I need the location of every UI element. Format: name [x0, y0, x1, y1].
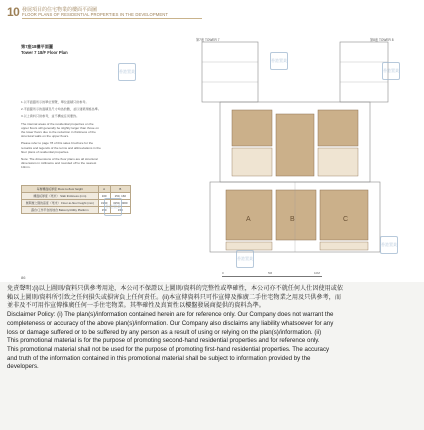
header-divider — [22, 18, 202, 19]
note-item: The internal areas of the residential properties on the upper floors will generally be slightly larger than those on the lower floors due to the reduction in thickness of the structural walls on the upper floors. — [21, 121, 99, 139]
scale-start: 0 — [222, 271, 224, 275]
table-header-row — [22, 186, 131, 193]
table-cell: 160 — [98, 193, 110, 200]
disclaimer-line: This promotional material shall not be used for the purpose of promoting first-hand residential properties. The accuracy — [7, 345, 330, 353]
table-cell: 3150, 3300 — [110, 200, 130, 207]
disclaimer-line: 免責聲明:(i)以上圖則/資料只供參考用途，本公司不保證以上圖則/資料的完整性或準確性，本公司亦不就任何人仕因使用或依 — [7, 285, 344, 292]
scale-bar — [222, 271, 322, 281]
note-item: 3.以上資料只供參考，並不構成任何要約。 — [21, 114, 80, 119]
disclaimer-line: and truth of the information contained in this promotional material shall be subject to information provided by the — [7, 354, 311, 362]
disclaimer-line: 並非及不可用作宣傳推廣任何一手住宅物業。其準確性及真實性以樓盤發展商提供的資料為準。 — [7, 302, 265, 310]
watermark-logo: 香港置業 — [236, 250, 254, 268]
table-header-cell: B — [110, 186, 130, 193]
watermark-logo: 香港置業 — [382, 62, 400, 80]
flat-a-label: A — [246, 216, 251, 223]
table-row-label: 露台/工作平台的地台 Balcony/Utility Platform — [22, 207, 99, 214]
note-item: Note: The dimensions of the floor plans are all structural dimensions in millimetre and rounded off to the nearest 10mm. — [21, 157, 98, 170]
scale-end: 10M — [314, 271, 320, 275]
table-header-cell: 每層樓面板厚度 Floor-to-floor height — [22, 186, 99, 193]
tower-floor-title-cn: 第7座18樓平面圖 — [21, 44, 54, 49]
watermark-logo: 香港置業 — [118, 63, 136, 81]
note-item: 1.以平面圖所示的單位預覽，單位面積只供參考。 — [21, 100, 89, 104]
disclaimer-line: loss or damage suffered or to be suffered by any person as a result of using or relying on the plan(s)/information. (ii) — [7, 328, 322, 336]
plan-notes — [21, 100, 101, 173]
table-cell: 3150 — [98, 200, 110, 207]
disclaimer-line: 賴以上圖則/資料所引致之任何損失或損害負上任何責任。(ii)本宣傳資料只可作宣傳及推廣二手住宅物業之用及只供參考，而 — [7, 293, 341, 301]
disclaimer-text — [7, 285, 419, 372]
watermark-logo: 香港置業 — [104, 198, 122, 216]
tower-floor-title-en: Tower 7 18/F Floor Plan — [21, 49, 68, 55]
section-title-cn: 發展項目的住宅物業的樓面平面圖 — [22, 7, 98, 13]
table-cell: 150 — [110, 207, 130, 214]
tower-floor-title — [21, 44, 68, 55]
disclaimer-line: Disclaimer Policy: (i) The plan(s)/information contained herein are for reference only. Our Company does not warrant the — [7, 311, 334, 319]
disclaimer-line: completeness or accuracy of the above plan(s)/information. Our Company also disclaims any liability whatsoever for any — [7, 319, 334, 327]
watermark-logo: 香港置業 — [270, 52, 288, 70]
scale-mid: 5M — [268, 271, 273, 275]
disclaimer-line: developers. — [7, 363, 39, 371]
disclaimer-line: This promotional material is for the purpose of promoting second-hand residential properties and for reference only. — [7, 337, 320, 345]
note-item: 2.平面圖所示的面積及尺寸均為約數，並以建築規格為準。 — [21, 107, 101, 112]
note-item: Please refer to page 78 of this sales brochure for the remarks and legends of the terms and abbreviations in the floor plans of residential properties. — [21, 141, 101, 154]
table-row-label: 層與層之間的高度（毫米） Floor-to-floor height (mm) — [22, 200, 99, 207]
table-cell: 150 — [98, 207, 110, 214]
table-header-cell: A — [98, 186, 110, 193]
flat-c-label: C — [343, 216, 349, 223]
flat-b-label: B — [290, 216, 295, 223]
table-row-label: 樓面板厚度（毫米） Slab thickness (mm) — [22, 193, 99, 200]
table-cell: 150, 160 — [110, 193, 130, 200]
scale-line — [222, 276, 322, 277]
floor-plan-drawing — [190, 32, 400, 268]
tower-8-label: 第8座 TOWER 8 — [370, 38, 394, 42]
section-number: 10 — [7, 5, 20, 19]
watermark-logo: 香港置業 — [380, 236, 398, 254]
section-title-en: FLOOR PLANS OF RESIDENTIAL PROPERTIES IN THE DEVELOPMENT — [22, 12, 169, 17]
page-number: 86 — [21, 275, 26, 280]
tower-7-label: 第7座 TOWER 7 — [196, 38, 220, 42]
